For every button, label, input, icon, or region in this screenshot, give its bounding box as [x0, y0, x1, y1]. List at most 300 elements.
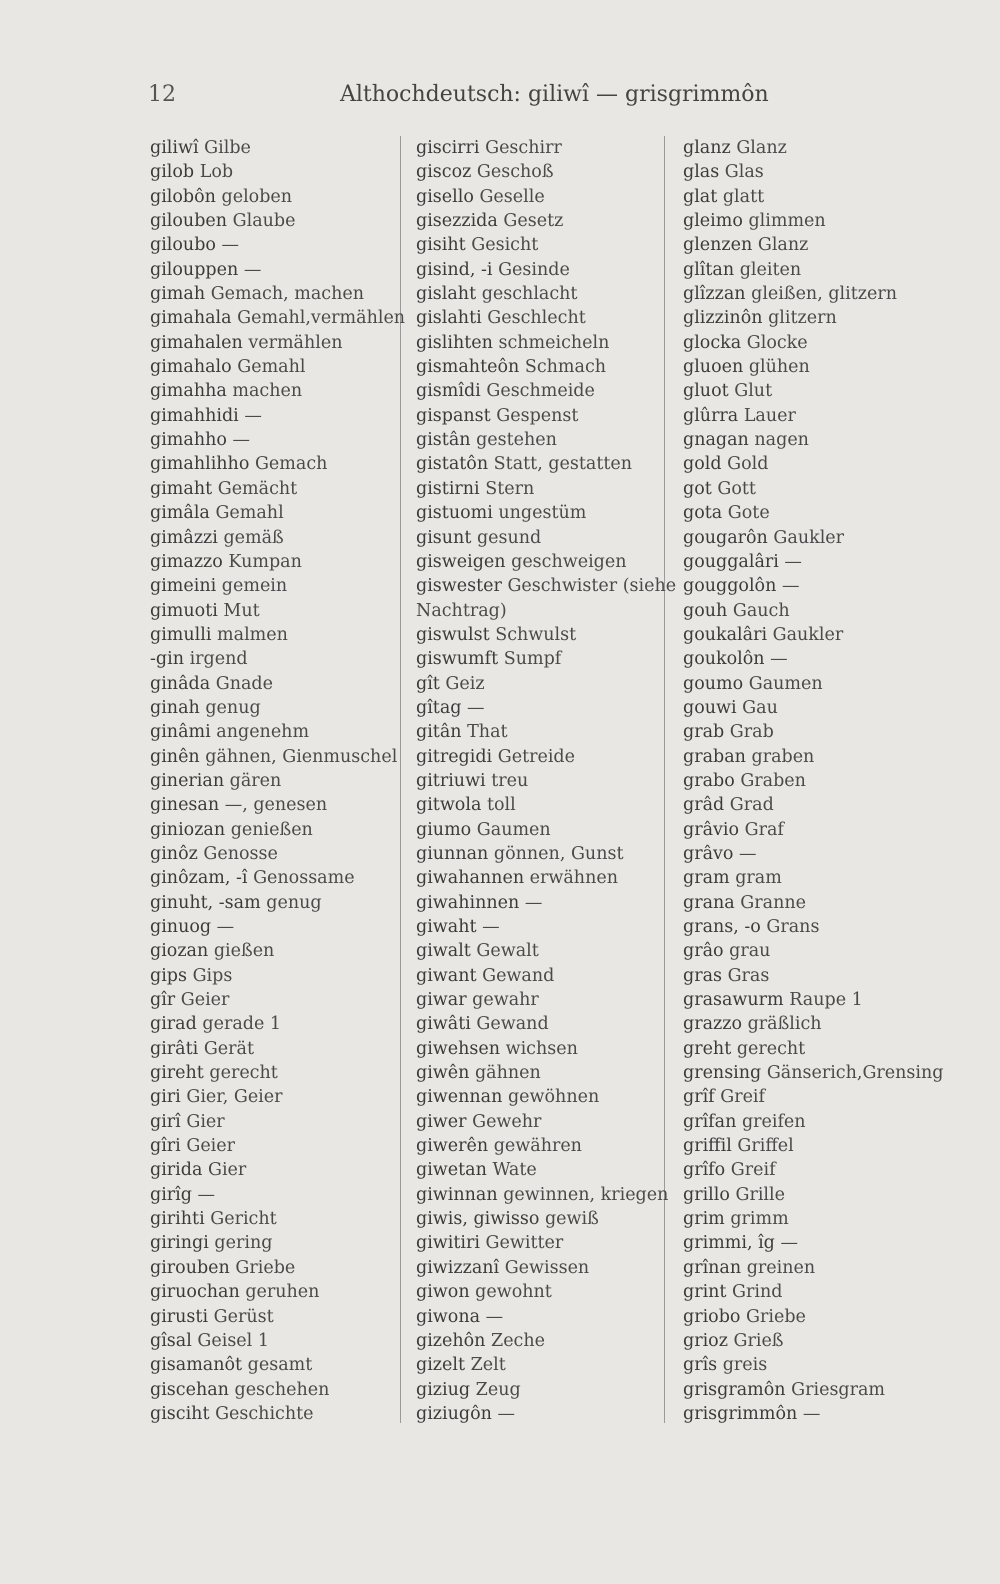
entry-column-3 [683, 136, 944, 1426]
dictionary-entry [683, 1402, 933, 1426]
headword: grana [683, 892, 735, 913]
dictionary-entry [683, 185, 933, 209]
headword: giwitiri [416, 1233, 480, 1254]
translation: Gemächt [217, 478, 298, 499]
translation: genug [205, 697, 261, 718]
headword: grasawurm [683, 990, 784, 1011]
translation: Gaumen [748, 673, 823, 694]
headword: giwên [416, 1063, 470, 1084]
dictionary-entry [683, 1231, 933, 1255]
headword: gizelt [416, 1355, 466, 1376]
headword: grîfo [683, 1160, 726, 1181]
headword: gluot [683, 381, 729, 402]
dictionary-entry [683, 1280, 933, 1304]
dictionary-entry [683, 282, 933, 306]
dictionary-entry [150, 428, 395, 452]
dictionary-entry [416, 550, 661, 574]
headword: gîr [150, 990, 176, 1011]
headword: grint [683, 1282, 727, 1303]
translation: —, genesen [224, 795, 328, 816]
dictionary-entry [683, 1305, 933, 1329]
headword: gimahalen [150, 332, 243, 353]
dictionary-entry [683, 355, 933, 379]
dictionary-entry [416, 404, 661, 428]
headword: glizzinôn [683, 308, 763, 329]
column-rule [664, 136, 665, 1423]
translation: Schwulst [495, 624, 577, 645]
translation: gähnen, Gienmuschel [205, 746, 398, 767]
translation: Gott [717, 478, 756, 499]
translation: Geschmeide [486, 381, 595, 402]
dictionary-entry [416, 1256, 661, 1280]
dictionary-entry [416, 1183, 669, 1207]
page-number: 12 [148, 82, 176, 107]
dictionary-entry [150, 1061, 395, 1085]
headword: glûrra [683, 405, 739, 426]
dictionary-entry [416, 842, 661, 866]
translation: Gier [186, 1111, 225, 1132]
dictionary-entry [150, 574, 395, 598]
translation: Gesetz [503, 211, 564, 232]
dictionary-entry [683, 1158, 933, 1182]
headword: ginuht, -sam [150, 892, 261, 913]
headword: giliwî [150, 138, 199, 158]
headword: girad [150, 1014, 197, 1035]
translation: Gemahl [237, 357, 306, 378]
translation: — [216, 917, 235, 937]
dictionary-entry [416, 1402, 661, 1426]
headword: giwer [416, 1111, 467, 1132]
translation: Grille [735, 1184, 785, 1205]
headword: girî [150, 1111, 181, 1132]
translation: schmeicheln [498, 332, 610, 353]
dictionary-entry [683, 1037, 933, 1061]
dictionary-entry [683, 1085, 933, 1109]
translation: gewinnen, kriegen [503, 1184, 669, 1205]
dictionary-entry [683, 501, 933, 525]
headword: gisciht [150, 1403, 210, 1424]
headword: ginôzam, -î [150, 868, 248, 889]
dictionary-entry [150, 1305, 395, 1329]
headword: gimaht [150, 478, 213, 499]
translation: gewöhnen [507, 1087, 600, 1108]
translation: Gewissen [504, 1257, 590, 1278]
translation: Gerät [203, 1038, 254, 1059]
headword: giziugôn [416, 1403, 492, 1424]
headword: gisello [416, 186, 474, 207]
headword: gimahala [150, 308, 232, 329]
headword: gimahalo [150, 357, 232, 378]
translation: Geschlecht [487, 308, 586, 329]
headword: gisind, -i [416, 259, 493, 280]
dictionary-entry [150, 1256, 395, 1280]
headword: goukolôn [683, 649, 765, 670]
headword: giwant [416, 965, 477, 986]
headword: giwalt [416, 941, 471, 962]
translation: geschehen [234, 1379, 330, 1400]
headword: grisgrimmôn [683, 1403, 798, 1424]
translation: — [770, 649, 788, 670]
headword: giwar [416, 990, 467, 1011]
translation: vermählen [248, 332, 343, 353]
translation: gestehen [476, 430, 557, 451]
dictionary-entry [150, 379, 395, 403]
translation: gram [735, 868, 782, 889]
headword: girihti [150, 1209, 205, 1230]
headword: gouggalâri [683, 551, 779, 572]
translation: Getreide [497, 746, 575, 767]
dictionary-entry [150, 599, 395, 623]
translation: Glanz [757, 235, 809, 256]
translation: — [739, 843, 757, 864]
headword: giswumft [416, 649, 499, 670]
dictionary-entry [683, 306, 933, 330]
dictionary-entry [416, 793, 661, 817]
dictionary-entry [416, 355, 661, 379]
headword: gîtag [416, 697, 462, 718]
dictionary-entry [150, 209, 395, 233]
headword: glîtan [683, 259, 735, 280]
headword: giwetan [416, 1160, 487, 1181]
headword: giwon [416, 1282, 470, 1303]
dictionary-entry [683, 939, 933, 963]
headword: gluoen [683, 357, 744, 378]
dictionary-entry [416, 1158, 661, 1182]
headword: gistuomi [416, 503, 493, 524]
dictionary-entry [416, 331, 661, 355]
translation: Gier, Geier [186, 1087, 283, 1108]
headword: goumo [683, 673, 744, 694]
headword: gisiht [416, 235, 466, 256]
dictionary-entry [683, 1110, 933, 1134]
headword: giwizzanî [416, 1257, 500, 1278]
headword: gislahti [416, 308, 482, 329]
translation: gewiß [544, 1209, 599, 1230]
headword: gougarôn [683, 527, 768, 548]
headword: grâvo [683, 843, 734, 864]
headword: grillo [683, 1184, 730, 1205]
translation: Geisel 1 [197, 1330, 269, 1351]
dictionary-entry [150, 1402, 395, 1426]
translation: gerecht [209, 1063, 278, 1084]
translation: Gespenst [496, 405, 579, 426]
dictionary-entry [683, 818, 933, 842]
dictionary-entry [683, 428, 933, 452]
translation: Gewehr [472, 1111, 542, 1132]
dictionary-entry [150, 501, 395, 525]
dictionary-entry [416, 1037, 661, 1061]
translation: wichsen [505, 1038, 578, 1059]
translation: Gnade [215, 673, 273, 694]
translation: gleißen, glitzern [751, 284, 897, 305]
translation: nagen [754, 430, 809, 451]
headword: ginên [150, 746, 200, 767]
dictionary-entry [150, 355, 395, 379]
translation: malmen [217, 624, 288, 645]
column-rule [400, 136, 401, 1423]
dictionary-entry [683, 258, 933, 282]
headword: giscehan [150, 1379, 229, 1400]
translation: Grad [729, 795, 774, 816]
headword: giwerên [416, 1136, 489, 1157]
headword: gisezzida [416, 211, 498, 232]
dictionary-entry [683, 1207, 933, 1231]
dictionary-entry [150, 233, 395, 257]
dictionary-entry [416, 964, 661, 988]
dictionary-entry [683, 1012, 933, 1036]
translation: — [497, 1403, 515, 1424]
translation: gräßlich [747, 1014, 822, 1035]
headword: girida [150, 1160, 203, 1181]
headword: giwâti [416, 1014, 471, 1035]
dictionary-entry [683, 550, 933, 574]
headword: gisweigen [416, 551, 506, 572]
headword: gitregidi [416, 746, 493, 767]
translation: — [243, 259, 262, 280]
translation: gemäß [223, 527, 284, 548]
headword: gitriuwi [416, 770, 486, 791]
headword: gizehôn [416, 1330, 486, 1351]
headword: gras [683, 965, 722, 986]
headword: glenzen [683, 235, 753, 256]
headword: gimah [150, 284, 206, 305]
translation: gleiten [739, 259, 802, 280]
dictionary-entry [683, 1378, 933, 1402]
translation: Grab [729, 722, 774, 743]
dictionary-entry [416, 477, 661, 501]
translation: gesamt [247, 1355, 313, 1376]
headword: gisunt [416, 527, 472, 548]
translation: Gier [207, 1160, 247, 1181]
dictionary-entry [683, 915, 933, 939]
translation: Lauer [743, 405, 796, 426]
translation: Gesicht [471, 235, 539, 256]
dictionary-entry [150, 793, 395, 817]
headword: griobo [683, 1306, 741, 1327]
running-title: Althochdeutsch: giliwî — grisgrimmôn [340, 82, 769, 107]
dictionary-entry [150, 550, 395, 574]
translation: Zelt [470, 1355, 506, 1376]
translation: Raupe 1 [789, 990, 863, 1011]
headword: grîfan [683, 1111, 737, 1132]
dictionary-entry [150, 696, 395, 720]
headword: grioz [683, 1330, 728, 1351]
headword: grâvio [683, 819, 740, 840]
dictionary-entry [150, 939, 395, 963]
translation: gären [229, 770, 282, 791]
translation: geruhen [245, 1282, 320, 1303]
translation: Griesgram [791, 1379, 886, 1400]
dictionary-entry [416, 866, 661, 890]
headword: gilob [150, 162, 195, 183]
dictionary-entry [683, 623, 933, 647]
dictionary-entry [150, 160, 395, 184]
translation: Glaube [232, 211, 296, 232]
translation: Glocke [746, 332, 808, 353]
dictionary-entry [150, 331, 395, 355]
translation: Gänserich,Grensing [766, 1063, 944, 1084]
dictionary-entry [150, 915, 395, 939]
translation: geschlacht [481, 284, 578, 305]
dictionary-entry [683, 1183, 933, 1207]
dictionary-entry [683, 964, 933, 988]
headword: gisamanôt [150, 1355, 243, 1376]
headword: gimazzo [150, 551, 223, 572]
translation: gesund [476, 527, 542, 548]
dictionary-entry [416, 891, 661, 915]
dictionary-entry [150, 647, 395, 671]
translation: Gilbe [204, 138, 251, 158]
translation: Grind [732, 1282, 783, 1303]
headword: gispanst [416, 405, 491, 426]
headword: gimâla [150, 503, 210, 524]
headword: giwinnan [416, 1184, 498, 1205]
translation: Granne [740, 892, 806, 913]
translation: Kumpan [228, 551, 302, 572]
dictionary-entry [416, 1134, 661, 1158]
dictionary-entry [416, 574, 677, 598]
translation: Gras [727, 965, 770, 986]
entry-column-1 [150, 136, 406, 1426]
dictionary-entry [416, 696, 661, 720]
headword: gimahhidi [150, 405, 239, 426]
headword: giniozan [150, 819, 226, 840]
translation: graben [751, 746, 815, 767]
translation: Geier [180, 990, 230, 1011]
dictionary-entry [683, 136, 933, 160]
dictionary-entry [416, 1012, 661, 1036]
dictionary-entry [150, 1207, 395, 1231]
translation: Gemach [254, 454, 328, 475]
dictionary-entry [683, 379, 933, 403]
translation: Gips [192, 965, 233, 986]
translation: grau [729, 941, 771, 962]
translation: angenehm [216, 722, 310, 743]
headword: gilobôn [150, 186, 216, 207]
dictionary-entry [416, 769, 661, 793]
headword: giwennan [416, 1087, 503, 1108]
translation: Glanz [736, 138, 787, 158]
translation: Lob [199, 162, 234, 183]
dictionary-entry [683, 672, 933, 696]
headword: giwahannen [416, 868, 525, 889]
headword: gips [150, 965, 187, 986]
headword: giri [150, 1087, 181, 1108]
translation: greinen [746, 1257, 816, 1278]
translation: machen [232, 381, 303, 402]
headword: glas [683, 162, 720, 183]
headword: gimuoti [150, 600, 218, 621]
translation: ungestüm [498, 503, 587, 524]
translation: gerecht [736, 1038, 806, 1059]
translation: — [524, 892, 543, 913]
translation: — [197, 1184, 216, 1205]
translation: gemein [221, 576, 288, 597]
headword: gimulli [150, 624, 212, 645]
dictionary-entry [150, 1110, 395, 1134]
translation: Mut [223, 600, 260, 621]
dictionary-entry [416, 526, 661, 550]
headword: greht [683, 1038, 732, 1059]
headword: griffil [683, 1136, 732, 1157]
translation: Gemahl,vermählen [237, 308, 406, 329]
translation: Zeug [475, 1379, 521, 1400]
dictionary-entry [150, 1085, 395, 1109]
dictionary-entry [150, 452, 395, 476]
dictionary-entry [150, 404, 395, 428]
headword: gismahteôn [416, 357, 520, 378]
dictionary-entry [416, 1110, 661, 1134]
headword: giunnan [416, 843, 489, 864]
translation: Gaumen [476, 819, 551, 840]
translation: Gewand [476, 1014, 549, 1035]
headword: giwona [416, 1306, 481, 1327]
dictionary-entry [416, 1061, 661, 1085]
dictionary-entry [416, 720, 661, 744]
headword: gistirni [416, 478, 480, 499]
translation: gewahr [472, 990, 539, 1011]
headword: girâti [150, 1038, 199, 1059]
dictionary-entry [416, 988, 661, 1012]
translation: gönnen, Gunst [493, 843, 624, 864]
dictionary-entry [683, 793, 933, 817]
translation: geschweigen [511, 551, 627, 572]
translation: genießen [230, 819, 313, 840]
dictionary-entry [416, 160, 661, 184]
headword: gireht [150, 1063, 204, 1084]
translation: glatt [722, 186, 765, 207]
dictionary-entry [683, 988, 933, 1012]
translation: Gewalt [476, 941, 539, 962]
dictionary-entry [416, 258, 661, 282]
translation: Schmach [524, 357, 607, 378]
headword: gît [416, 673, 440, 694]
translation: Gaukler [772, 624, 844, 645]
headword: glanz [683, 138, 731, 158]
headword: giziug [416, 1379, 471, 1400]
dictionary-entry [150, 988, 395, 1012]
dictionary-entry [150, 306, 406, 330]
dictionary-entry [683, 769, 933, 793]
translation: — [482, 917, 500, 937]
dictionary-entry [150, 1037, 395, 1061]
dictionary-entry [416, 428, 661, 452]
dictionary-entry [150, 526, 395, 550]
translation: Stern [485, 478, 535, 499]
dictionary-entry [683, 209, 933, 233]
translation: toll [486, 795, 516, 816]
headword: giscirri [416, 138, 480, 158]
translation: Glas [724, 162, 764, 183]
translation: Geschirr [485, 138, 562, 158]
dictionary-entry [416, 915, 661, 939]
dictionary-entry [416, 1280, 661, 1304]
headword: gimeini [150, 576, 217, 597]
headword: gota [683, 503, 723, 524]
translation: Gaukler [773, 527, 845, 548]
headword: gouggolôn [683, 576, 777, 597]
headword: gouwi [683, 697, 737, 718]
headword: gram [683, 868, 730, 889]
dictionary-entry [416, 1353, 661, 1377]
headword: ginerian [150, 770, 225, 791]
dictionary-entry [683, 1353, 933, 1377]
headword: gitwola [416, 795, 482, 816]
dictionary-entry [683, 745, 933, 769]
dictionary-entry [416, 1378, 661, 1402]
dictionary-entry [150, 842, 395, 866]
dictionary-entry [150, 745, 398, 769]
